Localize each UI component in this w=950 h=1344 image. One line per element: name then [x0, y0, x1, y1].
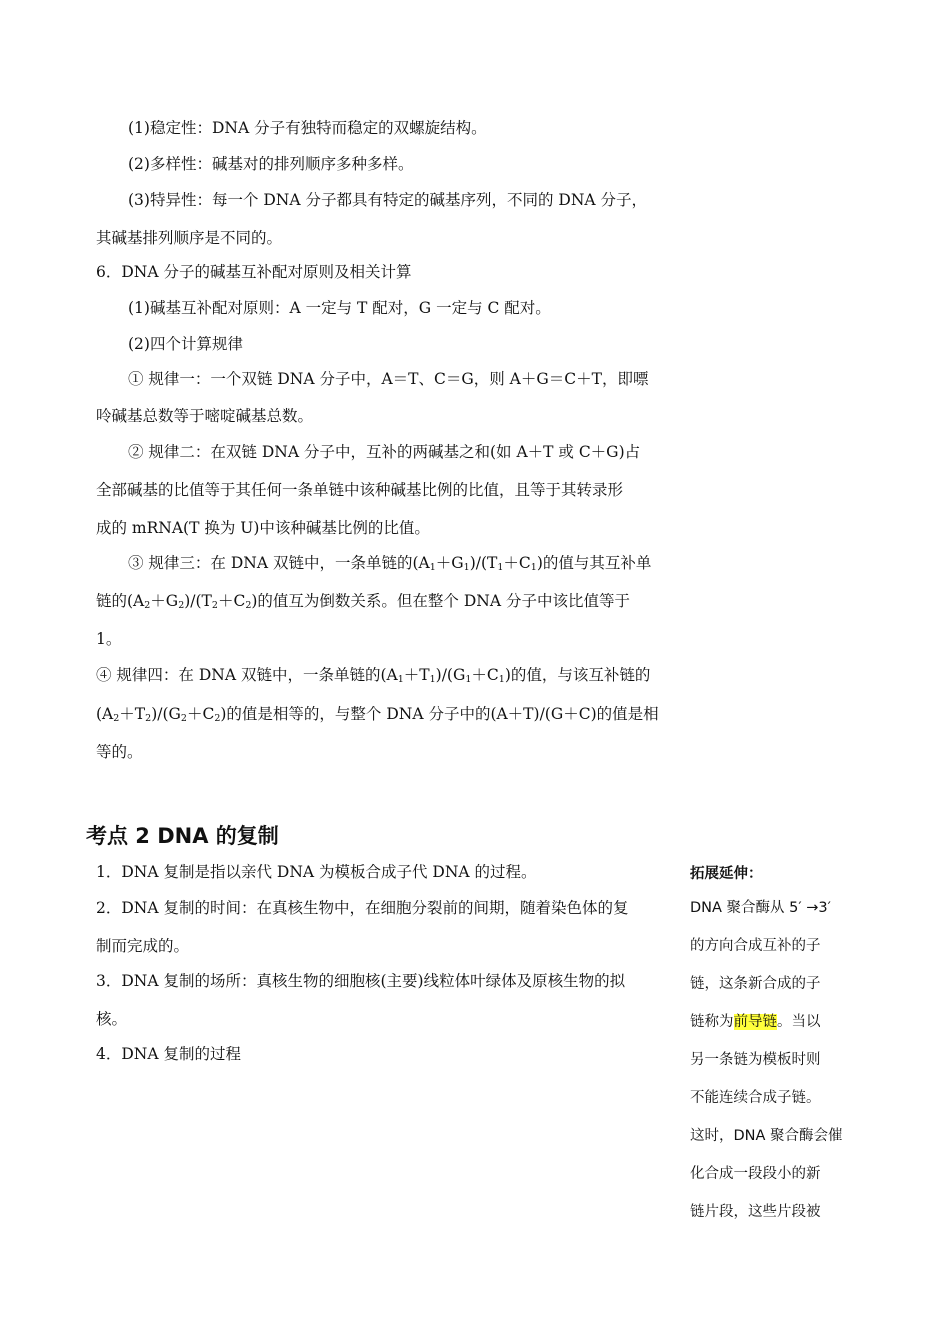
- text-line: (1)碱基互补配对原则：A 一定与 T 配对，G 一定与 C 配对。: [128, 299, 551, 317]
- sidebar-title: 拓展延伸：: [690, 866, 763, 882]
- text-line: 全部碱基的比值等于其任何一条单链中该种碱基比例的比值，且等于其转录形: [96, 481, 624, 499]
- sidebar-line: 不能连续合成子链。: [690, 1090, 821, 1106]
- text-line: ② 规律二：在双链 DNA 分子中，互补的两碱基之和(如 A＋T 或 C＋G)占: [128, 443, 641, 461]
- sidebar-line-highlight: 链称为前导链。当以: [690, 1014, 821, 1030]
- text-line: 等的。: [96, 743, 143, 761]
- sidebar-line: 化合成一段段小的新: [690, 1166, 821, 1182]
- text-line: 呤碱基总数等于嘧啶碱基总数。: [96, 407, 314, 425]
- text-line: 6．DNA 分子的碱基互补配对原则及相关计算: [96, 263, 412, 281]
- highlighted-term: 前导链: [733, 1014, 777, 1030]
- text-line: (3)特异性：每一个 DNA 分子都具有特定的碱基序列，不同的 DNA 分子，: [128, 191, 648, 209]
- text-line: (2)四个计算规律: [128, 335, 243, 353]
- text-line: 3．DNA 复制的场所：真核生物的细胞核(主要)线粒体叶绿体及原核生物的拟: [96, 972, 626, 990]
- text-line: 制而完成的。: [96, 937, 190, 955]
- sidebar-line: 链片段，这些片段被: [690, 1204, 821, 1220]
- text-line-formula: 链的$(A_2+G_2)/(T_2+C_2)$的值互为倒数关系。但在整个 DNA 分子中该比值等于: [96, 592, 630, 611]
- text-line: (2)多样性：碱基对的排列顺序多种多样。: [128, 155, 414, 173]
- text-line-formula: ④ 规律四：在 DNA 双链中，一条单链的$(A_1+T_1)/(G_1+C_1)$的值，与该互补链的: [96, 666, 651, 685]
- sidebar-line: DNA 聚合酶从 5′ →3′: [690, 900, 831, 916]
- text-line-formula: $(A_2+T_2)/(G_2+C_2)$的值是相等的，与整个 DNA 分子中的(A＋T)/(G＋C)的值是相: [96, 705, 659, 724]
- text-line: 1．DNA 复制是指以亲代 DNA 为模板合成子代 DNA 的过程。: [96, 863, 537, 881]
- text-line: 核。: [96, 1010, 128, 1028]
- sidebar-line: 另一条链为模板时则: [690, 1052, 821, 1068]
- text-line: 2．DNA 复制的时间：在真核生物中，在细胞分裂前的间期，随着染色体的复: [96, 899, 629, 917]
- sidebar-line: 的方向合成互补的子: [690, 938, 821, 954]
- sidebar-line: 这时，DNA 聚合酶会催: [690, 1128, 843, 1144]
- text-line: (1)稳定性：DNA 分子有独特而稳定的双螺旋结构。: [128, 119, 487, 137]
- text-line: 其碱基排列顺序是不同的。: [96, 229, 283, 247]
- text-line: ① 规律一：一个双链 DNA 分子中，A＝T、C＝G，则 A＋G＝C＋T，即嘌: [128, 370, 649, 388]
- text-line: 4．DNA 复制的过程: [96, 1045, 241, 1063]
- text-line: 1。: [96, 630, 122, 648]
- text-line-formula: ③ 规律三：在 DNA 双链中，一条单链的$(A_1+G_1)/(T_1+C_1)$的值与其互补单: [128, 554, 652, 573]
- section-heading: 考点 2 DNA 的复制: [86, 824, 279, 848]
- text-line: 成的 mRNA(T 换为 U)中该种碱基比例的比值。: [96, 519, 430, 537]
- sidebar-line: 链，这条新合成的子: [690, 976, 821, 992]
